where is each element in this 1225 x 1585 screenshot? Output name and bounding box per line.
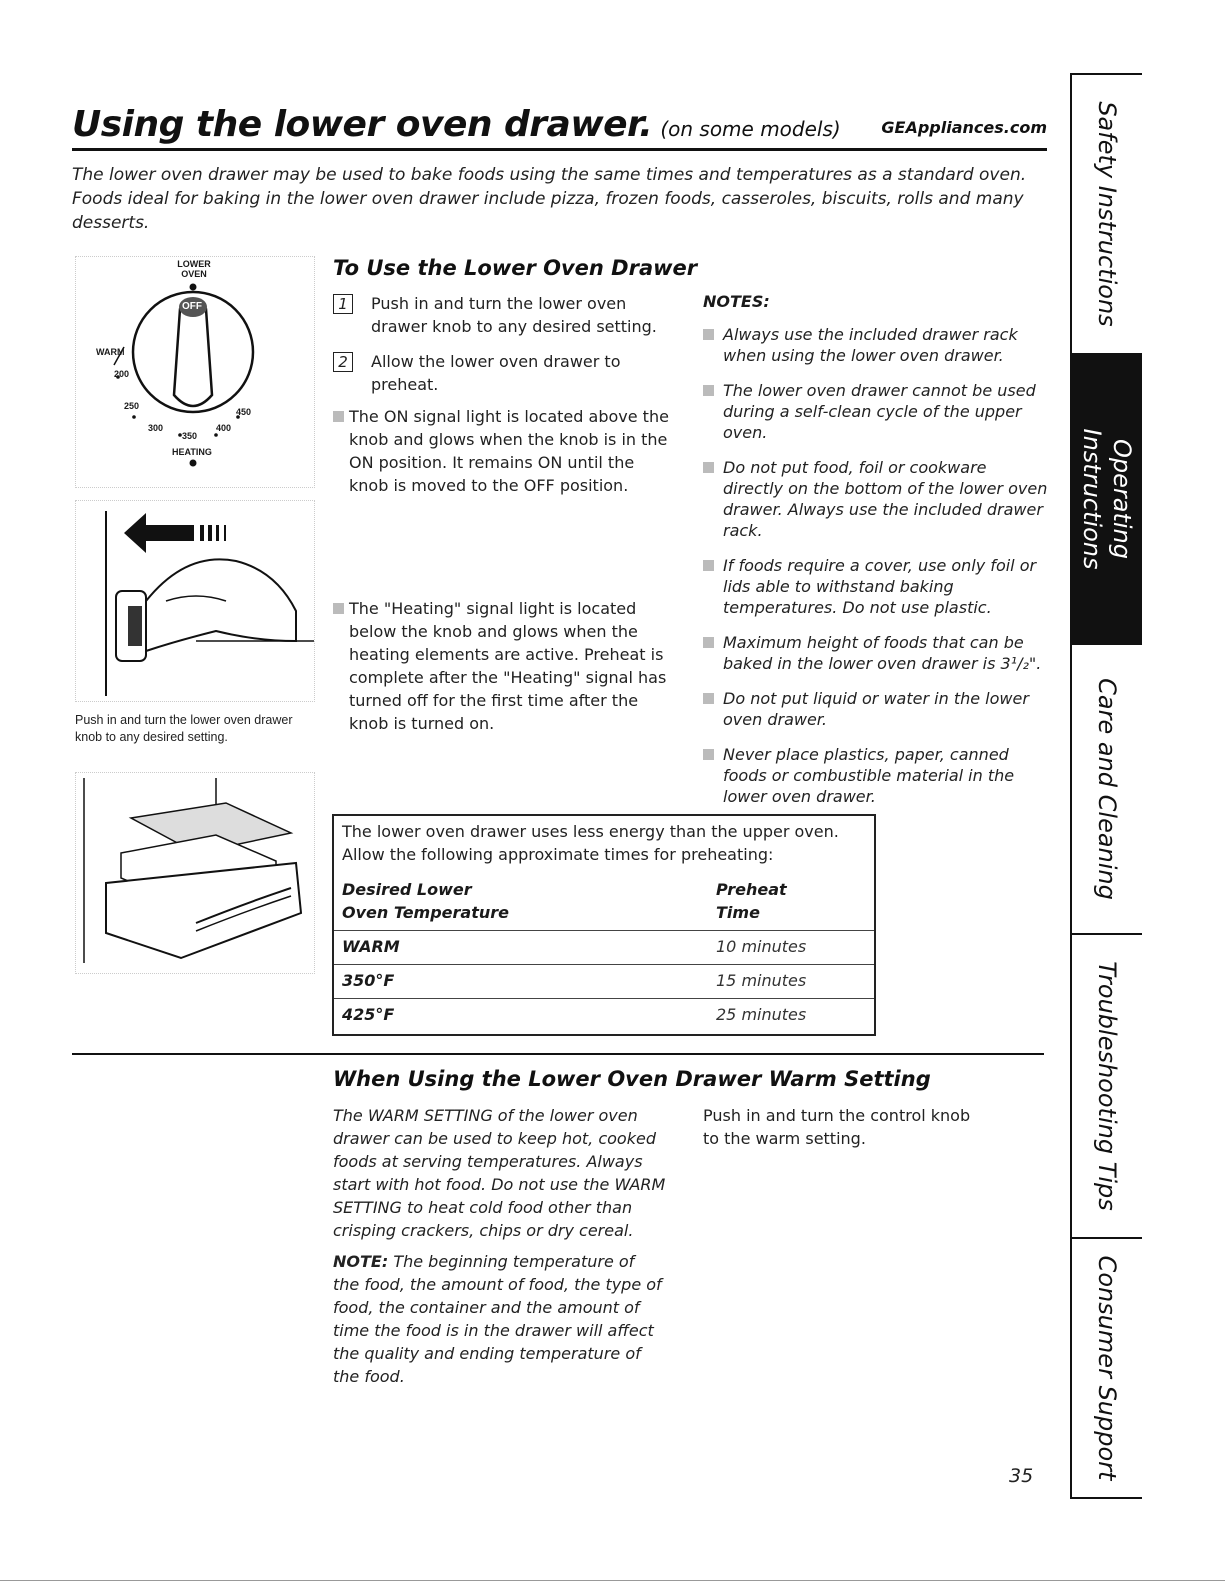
tab-consumer-support[interactable] — [1072, 1239, 1142, 1497]
note-item: Maximum height of foods that can be baked in the lower oven drawer is 3¹/₂". — [703, 632, 1048, 674]
note-item: The lower oven drawer cannot be used during a self-clean cycle of the upper oven. — [703, 380, 1048, 443]
knob-label-off: OFF — [182, 301, 202, 312]
step-text: Push in and turn the lower oven drawer knob to any desired setting. — [371, 294, 657, 336]
side-tabs — [1070, 73, 1142, 1499]
use-section-heading: To Use the Lower Oven Drawer — [333, 256, 698, 280]
col-header-time-line1: Preheat — [716, 880, 787, 899]
col-header-time — [716, 878, 787, 924]
step-1 — [333, 292, 663, 338]
knob-scale-200: 200 — [114, 369, 130, 379]
col-header-temp-line2: Oven Temperature — [342, 903, 509, 922]
knob-scale-400: 400 — [216, 423, 232, 433]
knob-label-top: LOWER OVEN — [177, 259, 211, 279]
hand-figure-caption: Push in and turn the lower oven drawer knob to any desired setting. — [75, 713, 293, 744]
step-2 — [333, 350, 663, 396]
tab-label: Troubleshooting Tips — [1093, 961, 1121, 1211]
preheat-table-intro: The lower oven drawer uses less energy than the upper oven. Allow the following approximate times for preheating: — [342, 822, 839, 864]
tab-label: Safety Instructions — [1093, 101, 1121, 327]
drawer-drawing — [76, 773, 314, 973]
page-number: 35 — [1009, 1465, 1034, 1487]
knob-label-warm: WARM — [96, 347, 125, 357]
table-row — [334, 930, 874, 965]
warm-section-heading: When Using the Lower Oven Drawer Warm Setting — [333, 1067, 931, 1091]
step-number: 1 — [333, 294, 353, 314]
page-title — [72, 104, 841, 145]
notes-list — [703, 324, 1048, 821]
tab-troubleshooting-tips[interactable] — [1072, 935, 1142, 1239]
col-header-time-line2: Time — [716, 903, 760, 922]
table-cell-temp: 350°F — [342, 971, 395, 990]
table-cell-time: 25 minutes — [716, 1005, 807, 1024]
hand-drawing — [76, 501, 314, 701]
preheat-table — [332, 814, 876, 1036]
tab-care-and-cleaning[interactable] — [1072, 645, 1142, 935]
step-number: 2 — [333, 352, 353, 372]
notes-heading: NOTES: — [703, 292, 770, 311]
knob-illustration — [75, 256, 315, 488]
table-row — [334, 964, 874, 999]
header-rule — [72, 148, 1047, 151]
table-row — [334, 998, 874, 1033]
tab-label-text: Operating Instructions — [1078, 428, 1136, 570]
heating-signal-bullet: The "Heating" signal light is located below the knob and glows when the heating elements are active. Preheat is complete after the "Heating" signal has turned off for the first time after the knob is turned on. — [333, 597, 679, 735]
knob-label-heating: HEATING — [172, 447, 212, 457]
tab-label: Care and Cleaning — [1093, 678, 1121, 900]
note-item: Never place plastics, paper, canned foods or combustible material in the lower oven drawer. — [703, 744, 1048, 807]
table-cell-temp: WARM — [342, 937, 400, 956]
col-header-temp-line1: Desired Lower — [342, 880, 472, 899]
table-cell-time: 10 minutes — [716, 937, 807, 956]
section-rule — [72, 1053, 1044, 1055]
col-header-temp — [342, 878, 509, 924]
note-item: Do not put liquid or water in the lower oven drawer. — [703, 688, 1048, 730]
table-cell-temp: 425°F — [342, 1005, 395, 1024]
note-item: Do not put food, foil or cookware directly on the bottom of the lower oven drawer. Always use the included drawer rack. — [703, 457, 1048, 541]
warm-left-text: The WARM SETTING of the lower oven drawer can be used to keep hot, cooked foods at serving temperatures. Always start with hot food. Do not use the WARM SETTING to heat cold food other than crisping crackers, chips or dry cereal. — [333, 1106, 666, 1240]
knob-scale-450: 450 — [236, 407, 252, 417]
on-signal-bullet: The ON signal light is located above the knob and glows when the knob is in the ON position. It remains ON until the knob is moved to the OFF position. — [333, 405, 671, 497]
tab-safety-instructions[interactable] — [1072, 75, 1142, 355]
warm-note-label: NOTE: — [333, 1252, 389, 1271]
knob-scale-250: 250 — [124, 401, 140, 411]
warm-note-text: The beginning temperature of the food, the amount of food, the type of food, the container and the amount of time the food is in the drawer will affect the quality and ending temperature of the food. — [333, 1252, 662, 1386]
note-item: Always use the included drawer rack when using the lower oven drawer. — [703, 324, 1048, 366]
hand-knob-illustration — [75, 500, 315, 702]
note-item: If foods require a cover, use only foil or lids able to withstand baking temperatures. Do not use plastic. — [703, 555, 1048, 618]
drawer-illustration — [75, 772, 315, 974]
tab-operating-instructions[interactable] — [1072, 355, 1142, 645]
website-label: GEAppliances.com — [881, 118, 1047, 137]
knob-scale-300: 300 — [148, 423, 164, 433]
page-bottom-edge — [0, 1580, 1225, 1581]
warm-note — [333, 1250, 663, 1388]
knob-scale-350: 350 — [182, 431, 198, 441]
tab-label: Consumer Support — [1093, 1255, 1121, 1481]
title-text: Using the lower oven drawer. — [72, 104, 653, 145]
warm-right-text: Push in and turn the control knob to the warm setting. — [703, 1106, 971, 1148]
table-cell-time: 15 minutes — [716, 971, 807, 990]
title-subtitle: (on some models) — [660, 117, 841, 141]
step-text: Allow the lower oven drawer to preheat. — [371, 352, 621, 394]
intro-paragraph: The lower oven drawer may be used to bake foods using the same times and temperatures as a standard oven. Foods ideal for baking in the lower oven drawer include pizza, frozen foods, casseroles, biscuits, rolls and many desserts. — [72, 165, 1027, 233]
tab-label — [1077, 369, 1137, 629]
